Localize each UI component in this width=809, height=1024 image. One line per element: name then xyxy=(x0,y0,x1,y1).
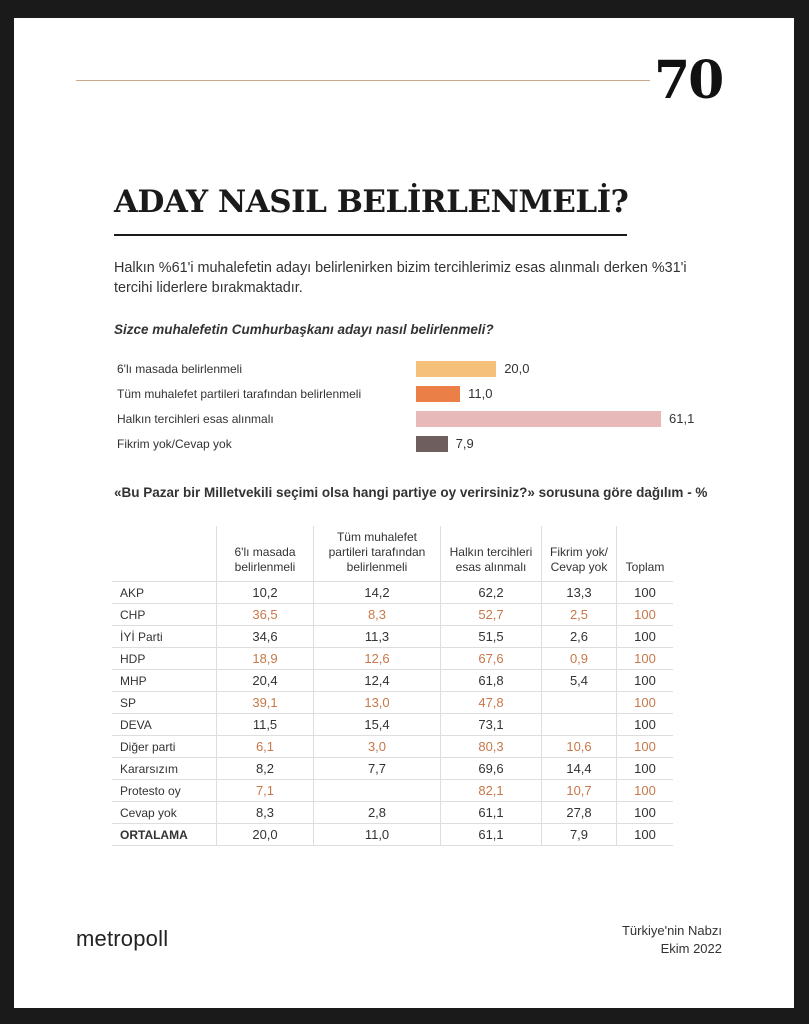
row-label: SP xyxy=(112,692,217,714)
title-underline xyxy=(114,234,627,236)
table-cell: 100 xyxy=(617,648,674,670)
report-page xyxy=(14,18,794,1008)
table-cell: 15,4 xyxy=(314,714,441,736)
table-row xyxy=(112,780,673,802)
table-cell: 100 xyxy=(617,780,674,802)
chart-question: Sizce muhalefetin Cumhurbaşkanı adayı nasıl belirlenmeli? xyxy=(114,322,494,337)
table-row xyxy=(112,714,673,736)
bar-label: Tüm muhalefet partileri tarafından belirlenmeli xyxy=(117,387,362,401)
table-cell: 27,8 xyxy=(542,802,617,824)
table-header-fikrim-yok: Fikrim yok/ Cevap yok xyxy=(542,526,617,582)
bar-label: 6'lı masada belirlenmeli xyxy=(117,362,243,376)
table-cell: 11,3 xyxy=(314,626,441,648)
table-row xyxy=(112,648,673,670)
table-row xyxy=(112,626,673,648)
table-cell: 100 xyxy=(617,692,674,714)
table-cell: 20,4 xyxy=(217,670,314,692)
table-title: «Bu Pazar bir Milletvekili seçimi olsa hangi partiye oy verirsiniz?» sorusuna göre dağılım - % xyxy=(114,485,708,500)
table-cell: 2,8 xyxy=(314,802,441,824)
row-label: ORTALAMA xyxy=(112,824,217,846)
table-row xyxy=(112,692,673,714)
table-header-tum-muhalefet: Tüm muhalefet partileri tarafından belirlenmeli xyxy=(314,526,441,582)
table-cell: 100 xyxy=(617,736,674,758)
table-cell: 82,1 xyxy=(441,780,542,802)
table-cell xyxy=(542,692,617,714)
table-cell: 0,9 xyxy=(542,648,617,670)
table-cell: 47,8 xyxy=(441,692,542,714)
metropoll-logo: metropoll xyxy=(76,926,169,951)
row-label: MHP xyxy=(112,670,217,692)
table-cell: 52,7 xyxy=(441,604,542,626)
row-label: Cevap yok xyxy=(112,802,217,824)
table-cell: 61,1 xyxy=(441,802,542,824)
bar-value-label: 20,0 xyxy=(504,361,530,376)
table-row xyxy=(112,736,673,758)
table-cell: 8,2 xyxy=(217,758,314,780)
table-cell: 100 xyxy=(617,670,674,692)
table-header-halkin-tercihleri: Halkın tercihleri esas alınmalı xyxy=(441,526,542,582)
table-cell: 13,0 xyxy=(314,692,441,714)
table-cell: 3,0 xyxy=(314,736,441,758)
table-cell: 12,4 xyxy=(314,670,441,692)
bar-value-label: 11,0 xyxy=(468,386,493,401)
table-cell: 67,6 xyxy=(441,648,542,670)
row-label: Diğer parti xyxy=(112,736,217,758)
table-cell: 11,5 xyxy=(217,714,314,736)
table-cell: 6,1 xyxy=(217,736,314,758)
table-row xyxy=(112,802,673,824)
table-cell: 14,4 xyxy=(542,758,617,780)
table-cell: 13,3 xyxy=(542,582,617,604)
table-header-6li-masa: 6'lı masada belirlenmeli xyxy=(217,526,314,582)
bar xyxy=(416,361,496,377)
table-cell: 73,1 xyxy=(441,714,542,736)
table-cell: 100 xyxy=(617,824,674,846)
table-cell: 8,3 xyxy=(314,604,441,626)
table-cell: 100 xyxy=(617,802,674,824)
table-cell: 10,7 xyxy=(542,780,617,802)
table-cell: 51,5 xyxy=(441,626,542,648)
intro-text: Halkın %61'i muhalefetin adayı belirlenirken bizim tercihlerimiz esas alınmalı derken %31'i tercihi liderlere bırakmaktadır. xyxy=(114,260,687,296)
table-row xyxy=(112,824,673,846)
bar xyxy=(416,386,460,402)
table-row xyxy=(112,670,673,692)
table-cell: 62,2 xyxy=(441,582,542,604)
table-cell: 34,6 xyxy=(217,626,314,648)
table-cell: 10,2 xyxy=(217,582,314,604)
footer-title: Türkiye'nin Nabzı xyxy=(621,923,722,938)
table-cell xyxy=(314,780,441,802)
bar-label: Halkın tercihleri esas alınmalı xyxy=(117,412,274,426)
table-cell: 5,4 xyxy=(542,670,617,692)
table-cell: 10,6 xyxy=(542,736,617,758)
table-cell: 2,5 xyxy=(542,604,617,626)
table-row xyxy=(112,758,673,780)
bar-label: Fikrim yok/Cevap yok xyxy=(117,437,232,451)
row-label: DEVA xyxy=(112,714,217,736)
row-label: CHP xyxy=(112,604,217,626)
table-header-row xyxy=(112,526,673,582)
table-cell: 69,6 xyxy=(441,758,542,780)
table-cell: 61,1 xyxy=(441,824,542,846)
bar-value-label: 61,1 xyxy=(669,411,695,426)
table-cell: 12,6 xyxy=(314,648,441,670)
table-header-toplam: Toplam xyxy=(617,526,674,582)
row-label: AKP xyxy=(112,582,217,604)
table-cell: 8,3 xyxy=(217,802,314,824)
table-cell: 100 xyxy=(617,626,674,648)
row-label: İYİ Parti xyxy=(112,626,217,648)
table-cell: 20,0 xyxy=(217,824,314,846)
table-cell: 18,9 xyxy=(217,648,314,670)
table-cell: 61,8 xyxy=(441,670,542,692)
bar-value-label: 7,9 xyxy=(455,436,474,451)
table-cell: 100 xyxy=(617,758,674,780)
footer-date: Ekim 2022 xyxy=(660,941,722,956)
table-header-party xyxy=(112,526,217,582)
table-cell: 11,0 xyxy=(314,824,441,846)
row-label: Protesto oy xyxy=(112,780,217,802)
table-cell: 36,5 xyxy=(217,604,314,626)
table-cell: 7,7 xyxy=(314,758,441,780)
table-cell: 39,1 xyxy=(217,692,314,714)
table-cell xyxy=(542,714,617,736)
page-title: ADAY NASIL BELİRLENMELİ? xyxy=(114,184,629,220)
footer-info xyxy=(554,922,722,958)
table-row xyxy=(112,582,673,604)
row-label: HDP xyxy=(112,648,217,670)
table-cell: 100 xyxy=(617,582,674,604)
page-number: 70 xyxy=(654,50,723,111)
table-row xyxy=(112,604,673,626)
table-cell: 100 xyxy=(617,714,674,736)
table-cell: 7,1 xyxy=(217,780,314,802)
crosstab-table xyxy=(112,526,673,846)
table-cell: 80,3 xyxy=(441,736,542,758)
table-cell: 7,9 xyxy=(542,824,617,846)
header-rule xyxy=(76,80,650,81)
table-cell: 100 xyxy=(617,604,674,626)
bar xyxy=(416,411,661,427)
bar xyxy=(416,436,448,452)
table-cell: 2,6 xyxy=(542,626,617,648)
row-label: Kararsızım xyxy=(112,758,217,780)
table-cell: 14,2 xyxy=(314,582,441,604)
